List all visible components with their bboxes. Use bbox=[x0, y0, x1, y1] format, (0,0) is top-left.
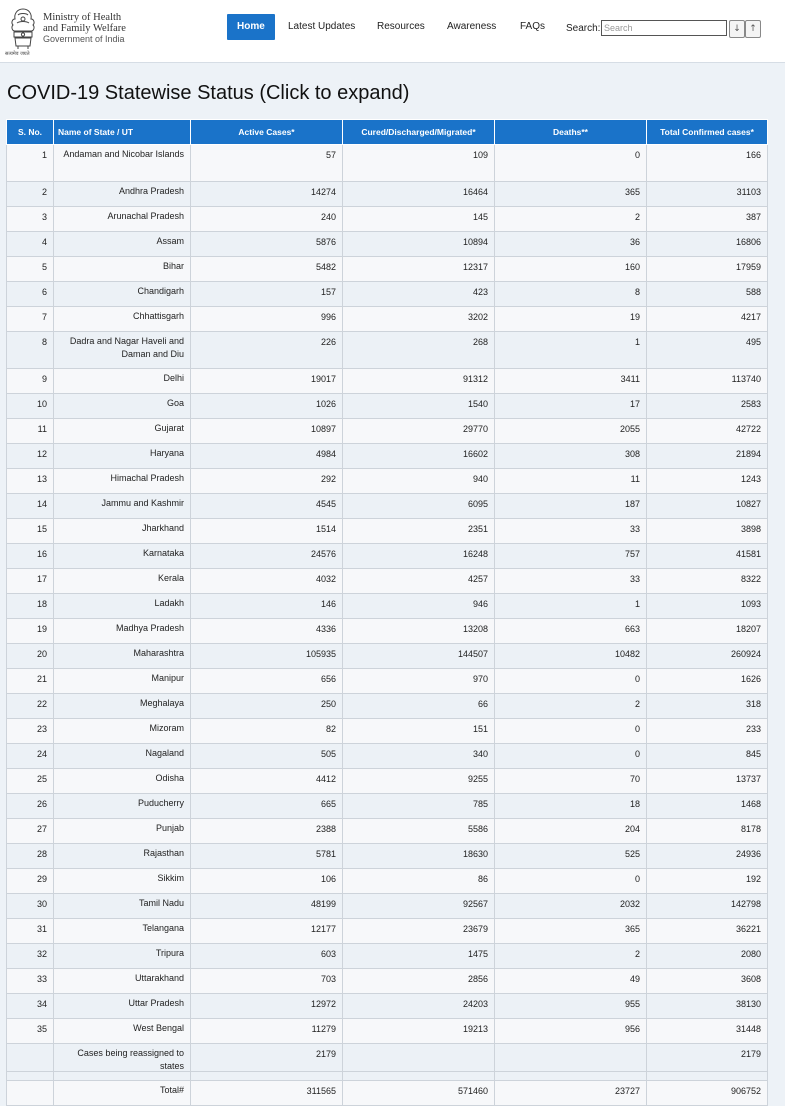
cell-total-confirmed: 31448 bbox=[647, 1019, 768, 1044]
cell-total-confirmed: 38130 bbox=[647, 994, 768, 1019]
table-row[interactable] bbox=[7, 494, 768, 519]
header-deaths: Deaths** bbox=[495, 120, 647, 145]
table-row[interactable] bbox=[7, 944, 768, 969]
cell-cured: 946 bbox=[343, 594, 495, 619]
cell-cured: 10894 bbox=[343, 232, 495, 257]
cell-state-name: Haryana bbox=[54, 444, 191, 469]
cell-sno: 17 bbox=[7, 569, 54, 594]
cell-deaths: 3411 bbox=[495, 369, 647, 394]
cell-state-name: Tripura bbox=[54, 944, 191, 969]
nav-faqs[interactable]: FAQs bbox=[520, 21, 546, 32]
cell-sno: 28 bbox=[7, 844, 54, 869]
table-row[interactable] bbox=[7, 869, 768, 894]
cell-active-cases: 24576 bbox=[191, 544, 343, 569]
cell-cured: 145 bbox=[343, 207, 495, 232]
cell-active-cases: 146 bbox=[191, 594, 343, 619]
cell-state-name: Telangana bbox=[54, 919, 191, 944]
cell-state-name: Mizoram bbox=[54, 719, 191, 744]
table-row[interactable] bbox=[7, 1081, 768, 1106]
cell-total-confirmed: 2583 bbox=[647, 394, 768, 419]
cell-total-confirmed: 845 bbox=[647, 744, 768, 769]
cell-sno: 20 bbox=[7, 644, 54, 669]
header-state-name: Name of State / UT bbox=[54, 120, 191, 145]
cell-state-name: Chandigarh bbox=[54, 282, 191, 307]
cell-state-name: Punjab bbox=[54, 819, 191, 844]
cell-state-name: Uttarakhand bbox=[54, 969, 191, 994]
header-sno: S. No. bbox=[7, 120, 54, 145]
cell-total-confirmed: 495 bbox=[647, 332, 768, 369]
table-row[interactable] bbox=[7, 619, 768, 644]
cell-deaths: 33 bbox=[495, 519, 647, 544]
cell-total-confirmed: 18207 bbox=[647, 619, 768, 644]
cell-sno: 4 bbox=[7, 232, 54, 257]
cell-state-name: Arunachal Pradesh bbox=[54, 207, 191, 232]
cell-cured: 12317 bbox=[343, 257, 495, 282]
cell-total-confirmed: 1468 bbox=[647, 794, 768, 819]
cell-active-cases: 82 bbox=[191, 719, 343, 744]
cell-cured: 940 bbox=[343, 469, 495, 494]
cell-sno: 33 bbox=[7, 969, 54, 994]
cell-sno: 22 bbox=[7, 694, 54, 719]
cell-total-confirmed: 8322 bbox=[647, 569, 768, 594]
cell-active-cases: 48199 bbox=[191, 894, 343, 919]
cell-active-cases: 665 bbox=[191, 794, 343, 819]
cell-cured: 423 bbox=[343, 282, 495, 307]
cell-total-confirmed: 3898 bbox=[647, 519, 768, 544]
table-row[interactable] bbox=[7, 744, 768, 769]
cell-state-name: Jammu and Kashmir bbox=[54, 494, 191, 519]
ministry-line-3: Government of India bbox=[43, 34, 125, 44]
cell-cured: 3202 bbox=[343, 307, 495, 332]
cell-deaths: 0 bbox=[495, 719, 647, 744]
cell-total-confirmed: 4217 bbox=[647, 307, 768, 332]
cell-deaths: 663 bbox=[495, 619, 647, 644]
cell-deaths: 1 bbox=[495, 332, 647, 369]
cell-cured: 144507 bbox=[343, 644, 495, 669]
cell-sno: 14 bbox=[7, 494, 54, 519]
cell-deaths: 1 bbox=[495, 594, 647, 619]
cell-deaths: 2 bbox=[495, 944, 647, 969]
cell-total-confirmed: 588 bbox=[647, 282, 768, 307]
table-row[interactable] bbox=[7, 969, 768, 994]
cell-deaths: 33 bbox=[495, 569, 647, 594]
cell-active-cases: 157 bbox=[191, 282, 343, 307]
cell-deaths: 10482 bbox=[495, 644, 647, 669]
cell-state-name: Madhya Pradesh bbox=[54, 619, 191, 644]
cell-deaths: 525 bbox=[495, 844, 647, 869]
cell-deaths: 70 bbox=[495, 769, 647, 794]
cell-sno: 15 bbox=[7, 519, 54, 544]
cell-active-cases: 311565 bbox=[191, 1081, 343, 1106]
cell-deaths: 17 bbox=[495, 394, 647, 419]
cell-total-confirmed: 13737 bbox=[647, 769, 768, 794]
table-row[interactable] bbox=[7, 569, 768, 594]
search-label: Search: bbox=[566, 23, 601, 34]
table-row[interactable] bbox=[7, 282, 768, 307]
cell-sno: 2 bbox=[7, 182, 54, 207]
cell-active-cases: 226 bbox=[191, 332, 343, 369]
statewise-table bbox=[6, 119, 768, 1106]
cell-sno: 6 bbox=[7, 282, 54, 307]
ministry-line-1: Ministry of Health bbox=[43, 12, 122, 23]
cell-cured: 9255 bbox=[343, 769, 495, 794]
cell-total-confirmed: 10827 bbox=[647, 494, 768, 519]
table-row[interactable] bbox=[7, 769, 768, 794]
cell-state-name: Chhattisgarh bbox=[54, 307, 191, 332]
site-header bbox=[0, 0, 785, 63]
cell-cured: 16602 bbox=[343, 444, 495, 469]
cell-active-cases: 12177 bbox=[191, 919, 343, 944]
cell-total-confirmed: 42722 bbox=[647, 419, 768, 444]
cell-active-cases: 2179 bbox=[191, 1044, 343, 1081]
cell-cured: 151 bbox=[343, 719, 495, 744]
cell-total-confirmed: 387 bbox=[647, 207, 768, 232]
cell-active-cases: 240 bbox=[191, 207, 343, 232]
cell-state-name: Kerala bbox=[54, 569, 191, 594]
cell-active-cases: 5876 bbox=[191, 232, 343, 257]
page-title[interactable]: COVID-19 Statewise Status (Click to expand) bbox=[7, 82, 410, 104]
cell-cured: 5586 bbox=[343, 819, 495, 844]
cell-sno: 13 bbox=[7, 469, 54, 494]
cell-active-cases: 703 bbox=[191, 969, 343, 994]
cell-deaths: 757 bbox=[495, 544, 647, 569]
table-row[interactable] bbox=[7, 519, 768, 544]
cell-sno: 1 bbox=[7, 145, 54, 182]
header-total-confirmed: Total Confirmed cases* bbox=[647, 120, 768, 145]
cell-active-cases: 4336 bbox=[191, 619, 343, 644]
cell-active-cases: 292 bbox=[191, 469, 343, 494]
cell-total-confirmed: 1243 bbox=[647, 469, 768, 494]
cell-state-name: Odisha bbox=[54, 769, 191, 794]
cell-sno: 3 bbox=[7, 207, 54, 232]
cell-state-name: Dadra and Nagar Haveli and Daman and Diu bbox=[54, 332, 191, 369]
cell-state-name: Jharkhand bbox=[54, 519, 191, 544]
cell-active-cases: 10897 bbox=[191, 419, 343, 444]
cell-state-name: Himachal Pradesh bbox=[54, 469, 191, 494]
cell-deaths: 956 bbox=[495, 1019, 647, 1044]
cell-sno: 27 bbox=[7, 819, 54, 844]
cell-state-name: Total# bbox=[54, 1081, 191, 1106]
cell-active-cases: 105935 bbox=[191, 644, 343, 669]
cell-cured: 18630 bbox=[343, 844, 495, 869]
cell-deaths: 2055 bbox=[495, 419, 647, 444]
cell-active-cases: 19017 bbox=[191, 369, 343, 394]
table-row[interactable] bbox=[7, 669, 768, 694]
cell-state-name: Maharashtra bbox=[54, 644, 191, 669]
cell-sno: 10 bbox=[7, 394, 54, 419]
table-row[interactable] bbox=[7, 307, 768, 332]
cell-state-name: Delhi bbox=[54, 369, 191, 394]
cell-total-confirmed: 113740 bbox=[647, 369, 768, 394]
cell-state-name: Ladakh bbox=[54, 594, 191, 619]
down-arrow-button[interactable]: ↓ bbox=[729, 20, 745, 38]
cell-state-name: Tamil Nadu bbox=[54, 894, 191, 919]
nav-awareness[interactable]: Awareness bbox=[447, 21, 497, 32]
cell-state-name: Assam bbox=[54, 232, 191, 257]
cell-sno: 12 bbox=[7, 444, 54, 469]
cell-cured: 91312 bbox=[343, 369, 495, 394]
cell-total-confirmed: 906752 bbox=[647, 1081, 768, 1106]
table-row[interactable] bbox=[7, 444, 768, 469]
search-input[interactable] bbox=[601, 20, 727, 36]
cell-state-name: Karnataka bbox=[54, 544, 191, 569]
cell-cured: 268 bbox=[343, 332, 495, 369]
cell-sno: 34 bbox=[7, 994, 54, 1019]
cell-deaths: 0 bbox=[495, 744, 647, 769]
cell-active-cases: 996 bbox=[191, 307, 343, 332]
cell-state-name: Meghalaya bbox=[54, 694, 191, 719]
cell-state-name: Bihar bbox=[54, 257, 191, 282]
national-emblem-icon bbox=[6, 5, 40, 55]
cell-deaths: 0 bbox=[495, 669, 647, 694]
cell-total-confirmed: 24936 bbox=[647, 844, 768, 869]
cell-active-cases: 603 bbox=[191, 944, 343, 969]
table-row[interactable] bbox=[7, 919, 768, 944]
nav-home[interactable]: Home bbox=[227, 14, 275, 40]
logo-caption: सत्यमेव जयते bbox=[5, 51, 30, 57]
table-row[interactable] bbox=[7, 394, 768, 419]
cell-deaths: 204 bbox=[495, 819, 647, 844]
cell-active-cases: 656 bbox=[191, 669, 343, 694]
cell-total-confirmed: 36221 bbox=[647, 919, 768, 944]
nav-resources[interactable]: Resources bbox=[377, 21, 425, 32]
cell-deaths: 23727 bbox=[495, 1081, 647, 1106]
cell-cured: 1475 bbox=[343, 944, 495, 969]
cell-total-confirmed: 192 bbox=[647, 869, 768, 894]
cell-deaths: 160 bbox=[495, 257, 647, 282]
table-row[interactable] bbox=[7, 232, 768, 257]
cell-cured: 340 bbox=[343, 744, 495, 769]
cell-deaths: 18 bbox=[495, 794, 647, 819]
cell-active-cases: 5781 bbox=[191, 844, 343, 869]
cell-sno: 7 bbox=[7, 307, 54, 332]
cell-cured: 109 bbox=[343, 145, 495, 182]
table-row[interactable] bbox=[7, 544, 768, 569]
table-row[interactable] bbox=[7, 644, 768, 669]
cell-deaths: 49 bbox=[495, 969, 647, 994]
table-header-row bbox=[7, 120, 768, 145]
cell-deaths: 19 bbox=[495, 307, 647, 332]
cell-total-confirmed: 21894 bbox=[647, 444, 768, 469]
cell-state-name: Rajasthan bbox=[54, 844, 191, 869]
cell-total-confirmed: 16806 bbox=[647, 232, 768, 257]
cell-cured: 13208 bbox=[343, 619, 495, 644]
cell-sno: 32 bbox=[7, 944, 54, 969]
cell-active-cases: 4545 bbox=[191, 494, 343, 519]
cell-active-cases: 1026 bbox=[191, 394, 343, 419]
table-row[interactable] bbox=[7, 594, 768, 619]
statewise-table-container bbox=[6, 119, 767, 1106]
cell-state-name: Cases being reassigned to states bbox=[54, 1044, 191, 1081]
cell-deaths: 11 bbox=[495, 469, 647, 494]
cell-sno bbox=[7, 1081, 54, 1106]
cell-deaths: 187 bbox=[495, 494, 647, 519]
cell-cured: 6095 bbox=[343, 494, 495, 519]
cell-state-name: Sikkim bbox=[54, 869, 191, 894]
cell-sno: 18 bbox=[7, 594, 54, 619]
cell-deaths: 36 bbox=[495, 232, 647, 257]
cell-active-cases: 12972 bbox=[191, 994, 343, 1019]
table-row[interactable] bbox=[7, 819, 768, 844]
cell-sno: 8 bbox=[7, 332, 54, 369]
table-row[interactable] bbox=[7, 469, 768, 494]
cell-total-confirmed: 31103 bbox=[647, 182, 768, 207]
cell-cured: 571460 bbox=[343, 1081, 495, 1106]
cell-active-cases: 250 bbox=[191, 694, 343, 719]
cell-sno: 11 bbox=[7, 419, 54, 444]
cell-sno: 23 bbox=[7, 719, 54, 744]
cell-state-name: Andhra Pradesh bbox=[54, 182, 191, 207]
cell-state-name: Gujarat bbox=[54, 419, 191, 444]
cell-active-cases: 11279 bbox=[191, 1019, 343, 1044]
cell-deaths: 308 bbox=[495, 444, 647, 469]
cell-state-name: Nagaland bbox=[54, 744, 191, 769]
cell-total-confirmed: 1626 bbox=[647, 669, 768, 694]
cell-total-confirmed: 2080 bbox=[647, 944, 768, 969]
cell-state-name: Uttar Pradesh bbox=[54, 994, 191, 1019]
cell-active-cases: 4984 bbox=[191, 444, 343, 469]
cell-deaths: 955 bbox=[495, 994, 647, 1019]
cell-state-name: Goa bbox=[54, 394, 191, 419]
cell-sno: 19 bbox=[7, 619, 54, 644]
cell-state-name: West Bengal bbox=[54, 1019, 191, 1044]
cell-state-name: Andaman and Nicobar Islands bbox=[54, 145, 191, 182]
cell-sno: 29 bbox=[7, 869, 54, 894]
cell-sno: 25 bbox=[7, 769, 54, 794]
cell-sno: 5 bbox=[7, 257, 54, 282]
cell-active-cases: 14274 bbox=[191, 182, 343, 207]
cell-total-confirmed: 318 bbox=[647, 694, 768, 719]
cell-state-name: Manipur bbox=[54, 669, 191, 694]
cell-sno: 16 bbox=[7, 544, 54, 569]
table-row[interactable] bbox=[7, 369, 768, 394]
cell-cured: 29770 bbox=[343, 419, 495, 444]
cell-deaths: 0 bbox=[495, 869, 647, 894]
cell-sno: 30 bbox=[7, 894, 54, 919]
cell-total-confirmed: 2179 bbox=[647, 1044, 768, 1081]
cell-active-cases: 505 bbox=[191, 744, 343, 769]
cell-active-cases: 106 bbox=[191, 869, 343, 894]
cell-deaths: 2 bbox=[495, 207, 647, 232]
cell-sno: 31 bbox=[7, 919, 54, 944]
table-row[interactable] bbox=[7, 332, 768, 369]
cell-total-confirmed: 233 bbox=[647, 719, 768, 744]
cell-total-confirmed: 3608 bbox=[647, 969, 768, 994]
table-row[interactable] bbox=[7, 719, 768, 744]
cell-active-cases: 2388 bbox=[191, 819, 343, 844]
cell-total-confirmed: 142798 bbox=[647, 894, 768, 919]
cell-cured: 2856 bbox=[343, 969, 495, 994]
cell-deaths: 2032 bbox=[495, 894, 647, 919]
cell-cured: 24203 bbox=[343, 994, 495, 1019]
cell-active-cases: 4412 bbox=[191, 769, 343, 794]
ministry-line-2: and Family Welfare bbox=[43, 23, 126, 34]
table-row[interactable] bbox=[7, 257, 768, 282]
cell-cured: 16464 bbox=[343, 182, 495, 207]
table-row[interactable] bbox=[7, 207, 768, 232]
cell-cured: 19213 bbox=[343, 1019, 495, 1044]
table-row[interactable] bbox=[7, 844, 768, 869]
ministry-name bbox=[43, 12, 126, 45]
cell-deaths: 365 bbox=[495, 182, 647, 207]
table-row[interactable] bbox=[7, 794, 768, 819]
header-cured: Cured/Discharged/Migrated* bbox=[343, 120, 495, 145]
cell-sno: 21 bbox=[7, 669, 54, 694]
cell-sno: 35 bbox=[7, 1019, 54, 1044]
cell-total-confirmed: 41581 bbox=[647, 544, 768, 569]
cell-cured: 23679 bbox=[343, 919, 495, 944]
cell-active-cases: 57 bbox=[191, 145, 343, 182]
table-row[interactable] bbox=[7, 994, 768, 1019]
cell-cured: 86 bbox=[343, 869, 495, 894]
table-row[interactable] bbox=[7, 894, 768, 919]
cell-cured: 2351 bbox=[343, 519, 495, 544]
up-arrow-button[interactable]: ↑ bbox=[745, 20, 761, 38]
cell-cured: 4257 bbox=[343, 569, 495, 594]
cell-cured: 92567 bbox=[343, 894, 495, 919]
table-row[interactable] bbox=[7, 182, 768, 207]
cell-cured: 1540 bbox=[343, 394, 495, 419]
nav-latest-updates[interactable]: Latest Updates bbox=[288, 21, 356, 32]
cell-sno: 24 bbox=[7, 744, 54, 769]
cell-deaths: 8 bbox=[495, 282, 647, 307]
cell-cured: 16248 bbox=[343, 544, 495, 569]
header-active-cases: Active Cases* bbox=[191, 120, 343, 145]
cell-total-confirmed: 8178 bbox=[647, 819, 768, 844]
cell-state-name: Puducherry bbox=[54, 794, 191, 819]
table-row[interactable] bbox=[7, 1019, 768, 1044]
table-row[interactable] bbox=[7, 145, 768, 182]
cell-sno: 26 bbox=[7, 794, 54, 819]
cell-total-confirmed: 260924 bbox=[647, 644, 768, 669]
cell-active-cases: 5482 bbox=[191, 257, 343, 282]
cell-total-confirmed: 1093 bbox=[647, 594, 768, 619]
cell-active-cases: 4032 bbox=[191, 569, 343, 594]
cell-cured: 66 bbox=[343, 694, 495, 719]
cell-deaths: 0 bbox=[495, 145, 647, 182]
cell-cured: 785 bbox=[343, 794, 495, 819]
cell-cured: 970 bbox=[343, 669, 495, 694]
table-row[interactable] bbox=[7, 419, 768, 444]
table-row[interactable] bbox=[7, 694, 768, 719]
cell-total-confirmed: 17959 bbox=[647, 257, 768, 282]
cell-deaths: 365 bbox=[495, 919, 647, 944]
cell-total-confirmed: 166 bbox=[647, 145, 768, 182]
cell-sno: 9 bbox=[7, 369, 54, 394]
cell-deaths: 2 bbox=[495, 694, 647, 719]
cell-active-cases: 1514 bbox=[191, 519, 343, 544]
